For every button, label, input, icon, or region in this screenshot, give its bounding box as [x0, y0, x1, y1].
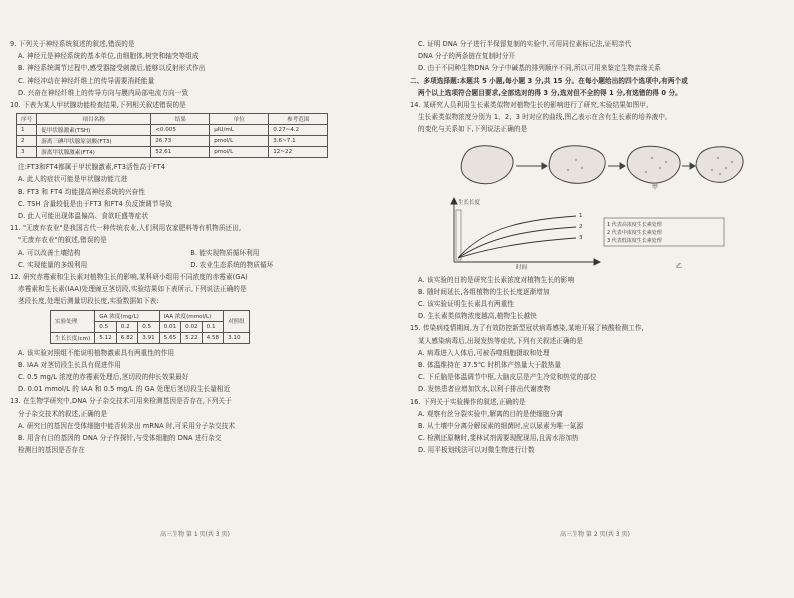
q12-option-d: D. 0.01 mmol/L 的 IAA 和 0.5 mg/L 的 GA 处理后茎切段生长量相近: [18, 385, 231, 394]
q14-figure-cells: [456, 138, 790, 194]
section-2-heading-cont: 两个以上选项符合题目要求,全部选对的得 3 分,选对但不全的得 1 分,有选错的得 0 分。: [418, 88, 682, 97]
q10-cell: pmol/L: [210, 147, 269, 158]
shaded-bar: [456, 210, 461, 260]
q9-stem: 9. 下列关于神经系统叙述的叙述,错误的是: [10, 40, 135, 48]
q14-option-a: A. 该实验的目的是研究生长素浓度对植物生长的影响: [418, 275, 575, 284]
cell-shape-2: [549, 145, 605, 183]
y-axis-label: 生长长度: [458, 199, 481, 206]
q13-option-a: A. 研究目的基因在受体细胞中能否转录出 mRNA 时,可采用分子杂交技术: [18, 421, 236, 430]
q10-th-2: 结果: [151, 114, 210, 125]
q12-stem: 12. 研究赤霉素和生长素对植物生长的影响,某科研小组用不同浓度的赤霉素(GA): [10, 273, 248, 282]
q15-option-d: D. 发热患者应增加饮水,以利于排出代谢废物: [418, 385, 551, 394]
q10-cell: <0.005: [151, 125, 210, 136]
q11-option-b: B. 能实现物质循环利用: [190, 248, 260, 257]
q12-cell: 0.5: [95, 321, 116, 332]
q13-option-c-cont: DNA 分子的两条链在复制时分开: [418, 52, 516, 61]
q12-cell: 4.58: [202, 332, 223, 343]
curve-label-1: 1: [579, 212, 583, 219]
q13-option-b: B. 用含有目的基因的 DNA 分子作探针,与受体细胞的 DNA 进行杂交: [18, 434, 222, 443]
q12-table: [50, 310, 250, 344]
q11-stem: 11. "无废弃农业"是我国古代一种传统农业,人们利用农家肥料等有机物质还田,: [10, 224, 242, 233]
q12-cell: 3.91: [138, 332, 159, 343]
q12-cell: 0.01: [159, 321, 180, 332]
q11-option-c: C. 实现能量的多级利用: [18, 260, 88, 269]
q15-option-c: C. 下丘脑是体温调节中枢,大脑皮层是产生冷觉和热觉的部位: [418, 373, 597, 382]
q11-stem-cont: "无废弃农业"的叙述,错误的是: [18, 236, 107, 245]
legend-item-2: 2 代表中浓度生长素处理: [607, 229, 662, 236]
left-column: [10, 38, 390, 598]
q12-cell: 实验处理: [51, 310, 95, 332]
q14-stem: 14. 某研究人员利用生长素类似物对植物生长的影响进行了研究,实验结果如图甲,: [410, 101, 649, 110]
q10-cell: 26.73: [151, 136, 210, 147]
q10-option-d: D. 此人可能出现体温偏高、食欲旺盛等症状: [18, 212, 149, 221]
q16-stem: 16. 下列关于实验操作的叙述,正确的是: [410, 397, 526, 406]
q12-cell: 0.02: [181, 321, 202, 332]
q12-cell: 0.2: [116, 321, 137, 332]
q10-th-1: 项目名称: [37, 114, 151, 125]
q12-cell: 对照组: [224, 310, 250, 332]
q13-stem-cont: 分子杂交技术的叙述,正确的是: [18, 409, 108, 418]
cell-shape-3: [627, 146, 680, 183]
q12-stem-cont: 茎段长度,处理后测量切段长度,实验数据如下表:: [18, 297, 159, 306]
q9-option-d: D. 兴奋在神经纤维上的传导方向与膜内局部电流方向一致: [18, 88, 189, 97]
q12-cell: 5.65: [159, 332, 180, 343]
q13-option-b-cont: 检测目的基因是否存在: [18, 446, 85, 455]
q13-option-c: C. 证明 DNA 分子进行半保留复制的实验中,可用同位素标记法,证明亲代: [418, 40, 632, 48]
page-footer-right: 高三生物 第 2 页(共 3 页): [560, 531, 630, 538]
q14-option-d: D. 生长素类似物浓度越高,植物生长越快: [418, 312, 537, 321]
growth-curve-chart: [436, 196, 736, 270]
fig-top-label: 甲: [652, 183, 659, 190]
q14-stem-cont: 的变化与关系如下,下列说法正确的是: [418, 125, 528, 134]
q16-option-a: A. 观察有丝分裂实验中,解离的目的是使细胞分离: [418, 409, 563, 418]
q11-options-row: [10, 259, 390, 271]
q10-cell: μIU/mL: [210, 125, 269, 136]
q10-cell: 1: [17, 125, 37, 136]
q12-option-c: C. 0.5 mg/L 浓度的赤霉素处理后,茎切段的伸长效果最好: [18, 373, 189, 382]
right-column: [410, 38, 790, 598]
q12-cell: 5.12: [95, 332, 116, 343]
q12-option-b: B. IAA 对茎切段生长具有促进作用: [18, 360, 121, 369]
q12-cell: 6.82: [116, 332, 137, 343]
q9-option-a: A. 神经元是神经系统的基本单位,由细胞体,树突和轴突等组成: [18, 52, 199, 61]
q10-cell: 3.6~7.1: [269, 136, 328, 147]
q12-option-a: A. 该实验对照组不能说明植物激素具有两重性的作用: [18, 348, 175, 357]
q9-option-b: B. 神经系统调节过程中,感受器接受刺激后,能够以反射形式作出: [18, 64, 206, 73]
curve-label-3: 3: [579, 234, 583, 241]
q14-option-b: B. 随时间延长,各组植物的生长长度逐渐增加: [418, 287, 550, 296]
q10-option-b: B. FT3 和 FT4 均能提高神经系统的兴奋性: [18, 187, 146, 196]
q15-option-a: A. 病毒进入人体后,可被吞噬细胞摄取和处理: [418, 348, 550, 357]
q10-th-4: 参考范围: [269, 114, 328, 125]
q12-cell: 3.10: [224, 332, 250, 343]
q10-cell: 3: [17, 147, 37, 158]
q15-stem-cont: 某人感染病毒后,出现发热等症状,下列有关叙述正确的是: [418, 336, 584, 345]
q14-stem-cont: 生长素类似物浓度分别为 1、2、3 时对应的曲线,图乙表示在含有生长素的培养液中,: [418, 113, 668, 122]
q12-cell: 5.22: [181, 332, 202, 343]
q11-options-row: [10, 247, 390, 259]
q10-cell: pmol/L: [210, 136, 269, 147]
q12-cell: IAA 浓度(mmol/L): [159, 310, 223, 321]
q15-option-b: B. 体温维持在 37.5℃ 时机体产热量大于散热量: [418, 361, 562, 370]
q10-cell: 游离甲状腺激素(FT4): [37, 147, 151, 158]
curve-1: [458, 216, 576, 258]
cell-shape-1: [461, 145, 513, 183]
q10-stem: 10. 下表为某人甲状腺功能检查结果,下列相关叙述错误的是: [10, 101, 186, 110]
section-2-heading: 二、多项选择题:本题共 5 小题,每小题 3 分,共 15 分。在每小题给出的四个选项中,有两个或: [410, 76, 688, 85]
q12-cell: 生长长度(cm): [51, 332, 95, 343]
q16-option-b: B. 从土壤中分离分解尿素的细菌时,应以尿素为唯一氮源: [418, 422, 584, 431]
q15-stem: 15. 传染病疫情期间,为了有效防控新型冠状病毒感染,某地开展了核酸检测工作,: [410, 324, 644, 333]
cell-sequence-diagram: [456, 138, 746, 190]
q9-option-c: C. 神经冲动在神经纤维上的传导需要消耗能量: [18, 76, 155, 85]
page-footer-left: 高三生物 第 1 页(共 3 页): [160, 531, 230, 538]
q12-cell: 0.5: [138, 321, 159, 332]
q11-option-a: A. 可以改善土壤结构: [18, 248, 81, 257]
q10-cell: 0.27~4.2: [269, 125, 328, 136]
legend-item-1: 1 代表高浓度生长素处理: [607, 221, 662, 228]
fig-chart-label: 乙: [676, 262, 683, 270]
q12-cell: 0.1: [202, 321, 223, 332]
x-axis-label: 时间: [516, 264, 528, 270]
q13-option-d: D. 由于不同种生物DNA 分子中碱基的排列顺序不同,所以可用来鉴定生物亲缘关系: [418, 64, 661, 73]
q10-th-0: 序号: [17, 114, 37, 125]
q16-option-d: D. 用平板划线法可以对微生物进行计数: [418, 446, 535, 455]
q16-option-c: C. 检测还原糖时,斐林试剂需要现配现用,且需水浴加热: [418, 434, 579, 443]
q10-cell: 游离三碘甲状腺原氨酸(FT3): [37, 136, 151, 147]
q12-stem-cont: 赤霉素和生长素(IAA)处理豌豆茎切段,实验结果如下表所示,下列说法正确的是: [18, 285, 247, 294]
legend-item-3: 3 代表低浓度生长素处理: [607, 237, 662, 244]
q10-option-a: A. 此人的症状可能是甲状腺功能亢进: [18, 175, 128, 184]
cell-shape-4: [696, 146, 743, 182]
q14-option-c: C. 该实验证明生长素具有两重性: [418, 300, 515, 309]
q10-note: 注:FT3和FT4都属于甲状腺激素,FT3活性高于FT4: [18, 163, 166, 172]
q13-stem: 13. 在生物学研究中,DNA 分子杂交技术可用来检测基因是否存在,下列关于: [10, 397, 232, 406]
q14-chart: [436, 196, 790, 274]
q10-th-3: 单位: [210, 114, 269, 125]
curve-label-2: 2: [579, 223, 583, 230]
q10-cell: 促甲状腺激素(TSH): [37, 125, 151, 136]
q10-cell: 12~22: [269, 147, 328, 158]
q10-cell: 52.61: [151, 147, 210, 158]
q10-cell: 2: [17, 136, 37, 147]
q10-option-c: C. TSH 含量较低是由于FT3 和FT4 负反馈调节导致: [18, 199, 172, 208]
q12-cell: GA 浓度(mg/L): [95, 310, 159, 321]
q10-table: [16, 113, 328, 158]
q11-option-d: D. 农业生态系统的物质循环: [190, 260, 274, 269]
